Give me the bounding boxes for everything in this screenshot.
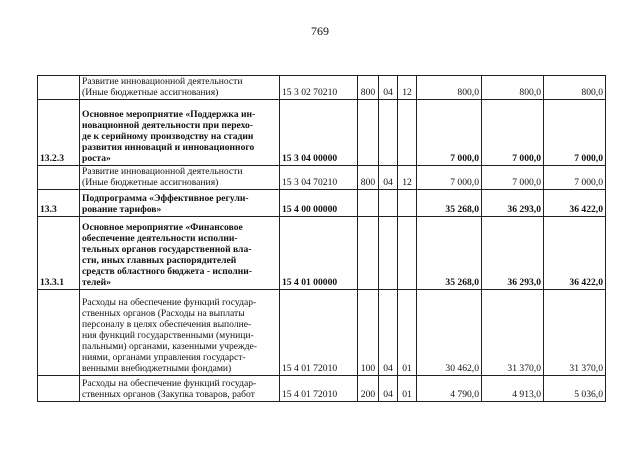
page-number: 769 xyxy=(311,24,329,38)
row-name: Расходы на обеспечение функций государ- ственных органов (Расходы на выплаты персоналу в целях обеспечения выполне- ния функций государственными (муници- пальными) органами, казенными учрежде- ниями, органами управления государст- венными внебюджетными фондами) xyxy=(80,290,280,376)
row-section xyxy=(379,100,398,166)
row-amount-year-1: 800,0 xyxy=(417,76,482,100)
row-amount-year-1: 30 462,0 xyxy=(417,290,482,376)
row-name: Расходы на обеспечение функций государ- ственных органов (Закупка товаров, работ xyxy=(80,376,280,402)
row-code xyxy=(38,290,80,376)
row-amount-year-2: 36 293,0 xyxy=(482,217,544,290)
row-subsection xyxy=(398,217,417,290)
table-row xyxy=(38,166,606,190)
table-row xyxy=(38,217,606,290)
row-code xyxy=(38,76,80,100)
row-name: Основное мероприятие «Финансовое обеспечение деятельности исполни- тельных органов государственной вла- сти, иных главных распорядителей средств областного бюджета - исполни- телей» xyxy=(80,217,280,290)
row-name: Основное мероприятие «Поддержка ин- новационной деятельности при перехо- де к серийному производству на стадии развития инноваций и инновационного роста» xyxy=(80,100,280,166)
table-body xyxy=(38,76,606,402)
row-amount-year-3: 36 422,0 xyxy=(544,217,606,290)
row-expense-type: 100 xyxy=(358,290,379,376)
table-row xyxy=(38,76,606,100)
row-amount-year-2: 4 913,0 xyxy=(482,376,544,402)
row-code: 13.2.3 xyxy=(38,100,80,166)
row-amount-year-3: 31 370,0 xyxy=(544,290,606,376)
row-amount-year-3: 800,0 xyxy=(544,76,606,100)
row-expense-type xyxy=(358,190,379,217)
table-row xyxy=(38,190,606,217)
row-section: 04 xyxy=(379,376,398,402)
row-amount-year-3: 36 422,0 xyxy=(544,190,606,217)
row-target-article: 15 3 04 70210 xyxy=(280,166,358,190)
row-subsection: 01 xyxy=(398,290,417,376)
row-code: 13.3 xyxy=(38,190,80,217)
row-section: 04 xyxy=(379,76,398,100)
row-target-article: 15 4 00 00000 xyxy=(280,190,358,217)
row-target-article: 15 4 01 00000 xyxy=(280,217,358,290)
row-subsection: 12 xyxy=(398,76,417,100)
row-amount-year-2: 7 000,0 xyxy=(482,166,544,190)
budget-table xyxy=(37,75,606,402)
row-amount-year-1: 7 000,0 xyxy=(417,166,482,190)
row-code xyxy=(38,376,80,402)
row-amount-year-1: 35 268,0 xyxy=(417,190,482,217)
row-amount-year-2: 31 370,0 xyxy=(482,290,544,376)
row-target-article: 15 4 01 72010 xyxy=(280,290,358,376)
row-subsection: 01 xyxy=(398,376,417,402)
row-amount-year-1: 4 790,0 xyxy=(417,376,482,402)
row-amount-year-3: 5 036,0 xyxy=(544,376,606,402)
table-row xyxy=(38,290,606,376)
row-expense-type: 800 xyxy=(358,166,379,190)
row-target-article: 15 4 01 72010 xyxy=(280,376,358,402)
row-expense-type xyxy=(358,100,379,166)
row-amount-year-2: 800,0 xyxy=(482,76,544,100)
row-amount-year-2: 36 293,0 xyxy=(482,190,544,217)
row-amount-year-3: 7 000,0 xyxy=(544,100,606,166)
row-target-article: 15 3 02 70210 xyxy=(280,76,358,100)
row-code xyxy=(38,166,80,190)
row-code: 13.3.1 xyxy=(38,217,80,290)
row-name: Развитие инновационной деятельности (Иные бюджетные ассигнования) xyxy=(80,76,280,100)
row-amount-year-3: 7 000,0 xyxy=(544,166,606,190)
row-expense-type: 800 xyxy=(358,76,379,100)
table-row xyxy=(38,100,606,166)
row-amount-year-1: 7 000,0 xyxy=(417,100,482,166)
row-expense-type xyxy=(358,217,379,290)
row-subsection xyxy=(398,100,417,166)
row-name: Развитие инновационной деятельности (Иные бюджетные ассигнования) xyxy=(80,166,280,190)
row-amount-year-2: 7 000,0 xyxy=(482,100,544,166)
row-subsection: 12 xyxy=(398,166,417,190)
row-subsection xyxy=(398,190,417,217)
row-name: Подпрограмма «Эффективное регули- рование тарифов» xyxy=(80,190,280,217)
table-row xyxy=(38,376,606,402)
row-section: 04 xyxy=(379,290,398,376)
row-target-article: 15 3 04 00000 xyxy=(280,100,358,166)
row-amount-year-1: 35 268,0 xyxy=(417,217,482,290)
row-section xyxy=(379,217,398,290)
row-section: 04 xyxy=(379,166,398,190)
row-expense-type: 200 xyxy=(358,376,379,402)
row-section xyxy=(379,190,398,217)
